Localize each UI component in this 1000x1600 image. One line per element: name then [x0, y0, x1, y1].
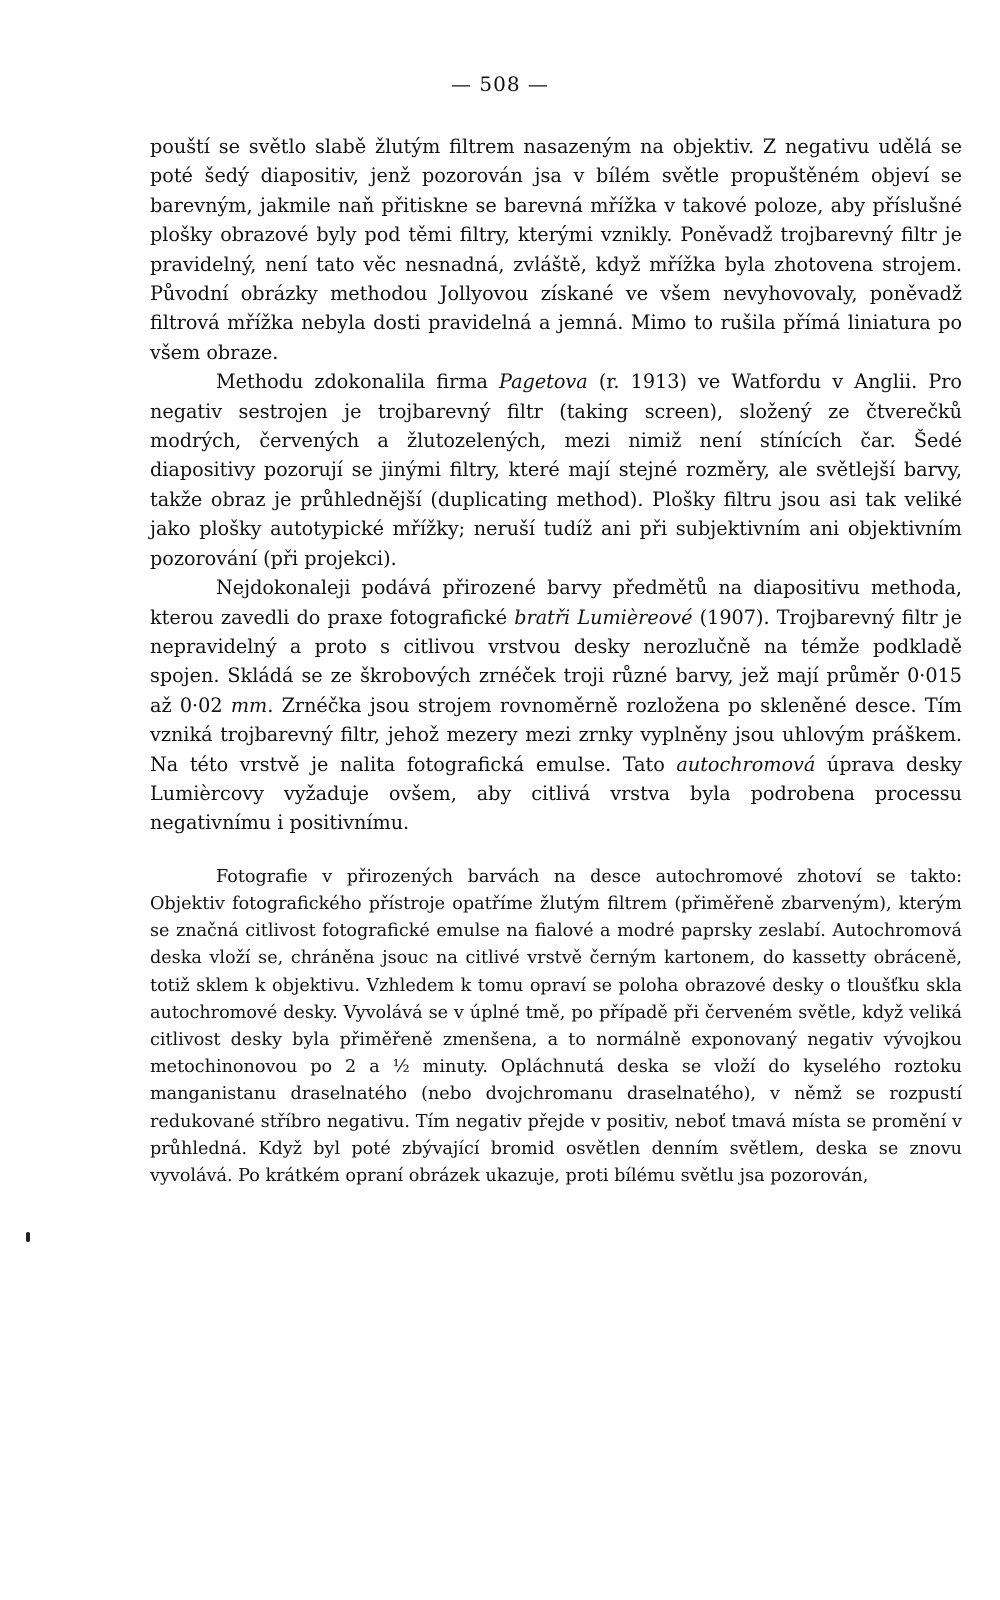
margin-mark: [26, 1232, 30, 1242]
paragraph-4-small-print: Fotografie v přirozených barvách na desce autochromové zhotoví se takto: Objektiv fotografického přístroje opatříme žlutým filtrem (přiměřeně zbarveným), kterým se značná citlivost fotografické emulse na fialové a modré paprsky zeslabí. Autochromová deska vloží se, chráněna jsouc na citlivé vrstvě černým kartonem, do kassetty obráceně, totiž sklem k objektivu. Vzhledem k tomu opraví se poloha obrazové desky o tloušťku skla autochromové desky. Vyvolává se v úplné tmě, po případě při červeném světle, když veliká citlivost desky byla přiměřeně zmenšena, a to normálně exponovaný negativ vývojkou metochinonovou po 2 a ½ minuty. Opláchnutá deska se vloží do kyselého roztoku manganistanu draselnatého (nebo dvojchromanu draselnatého), v němž se rozpustí redukované stříbro negativu. Tím negativ přejde v positiv, neboť tmavá místa se promění v průhledná. Když byl poté zbývající bromid osvětlen denním světlem, deska se znovu vyvolává. Po krátkém opraní obrázek ukazuje, proti bílému světlu jsa pozorován,: [150, 866, 962, 1186]
paragraph-2: Methodu zdokonalila firma Pagetova (r. 1913) ve Watfordu v Anglii. Pro negativ sestrojen je trojbarevný filtr (taking screen), složený ze čtverečků modrých, červených a žlutozelených, mezi nimiž není stínících čar. Šedé diapositivy pozorují se jinými filtry, které mají stejné rozměry, ale světlejší barvy, takže obraz je průhlednější (duplicating method). Plošky filtru jsou asi tak veliké jako plošky autotypické mřížky; neruší tudíž ani při subjektivním ani objektivním pozorování (při projekci).: [150, 370, 962, 570]
emphasis-pagetova: Pagetova: [499, 370, 588, 394]
emphasis-mm: mm: [230, 693, 268, 717]
paragraph-3: Nejdokonaleji podává přirozené barvy předmětů na diapositivu methoda, kterou zavedli do praxe fotografické bratři Lumièreové (1907). Trojbarevný filtr je nepravidelný a proto s citlivou vrstvou desky nerozlučně na témže podkladě spojen. Skládá se ze škrobových zrnéček troji různé barvy, jež mají průměr 0·015 až 0·02 mm. Zrnéčka jsou strojem rovnoměrně rozložena po skleněné desce. Tím vzniká trojbarevný filtr, jehož mezery mezi zrnky vyplněny jsou uhlovým práškem. Na této vrstvě je nalita fotografická emulse. Tato autochromová úprava desky Lumièrcovy vyžaduje ovšem, aby citlivá vrstva byla podrobena processu negativnímu i positivnímu.: [150, 576, 962, 835]
emphasis-lumiere: bratři Lumièreové: [514, 605, 693, 629]
emphasis-autochromova: autochromová: [676, 752, 816, 776]
paragraph-1: pouští se světlo slabě žlutým filtrem nasazeným na objektiv. Z negativu udělá se poté šedý diapositiv, jenž pozorován jsa v bílém světle propuštěném objeví se barevným, jakmile naň přitiskne se barevná mřížka v takové poloze, aby příslušné plošky obrazové byly pod těmi filtry, kterými vznikly. Poněvadž trojbarevný filtr je pravidelný, není tato věc nesnadná, zvláště, když mřížka byla zhotovena strojem. Původní obrázky methodou Jollyovou získané ve všem nevyhovovaly, poněvadž filtrová mřížka nebyla dosti pravidelná a jemná. Mimo to rušila přímá liniatura po všem obraze.: [150, 135, 962, 364]
page-number: — 508 —: [451, 72, 549, 96]
body-text: [150, 132, 962, 1190]
